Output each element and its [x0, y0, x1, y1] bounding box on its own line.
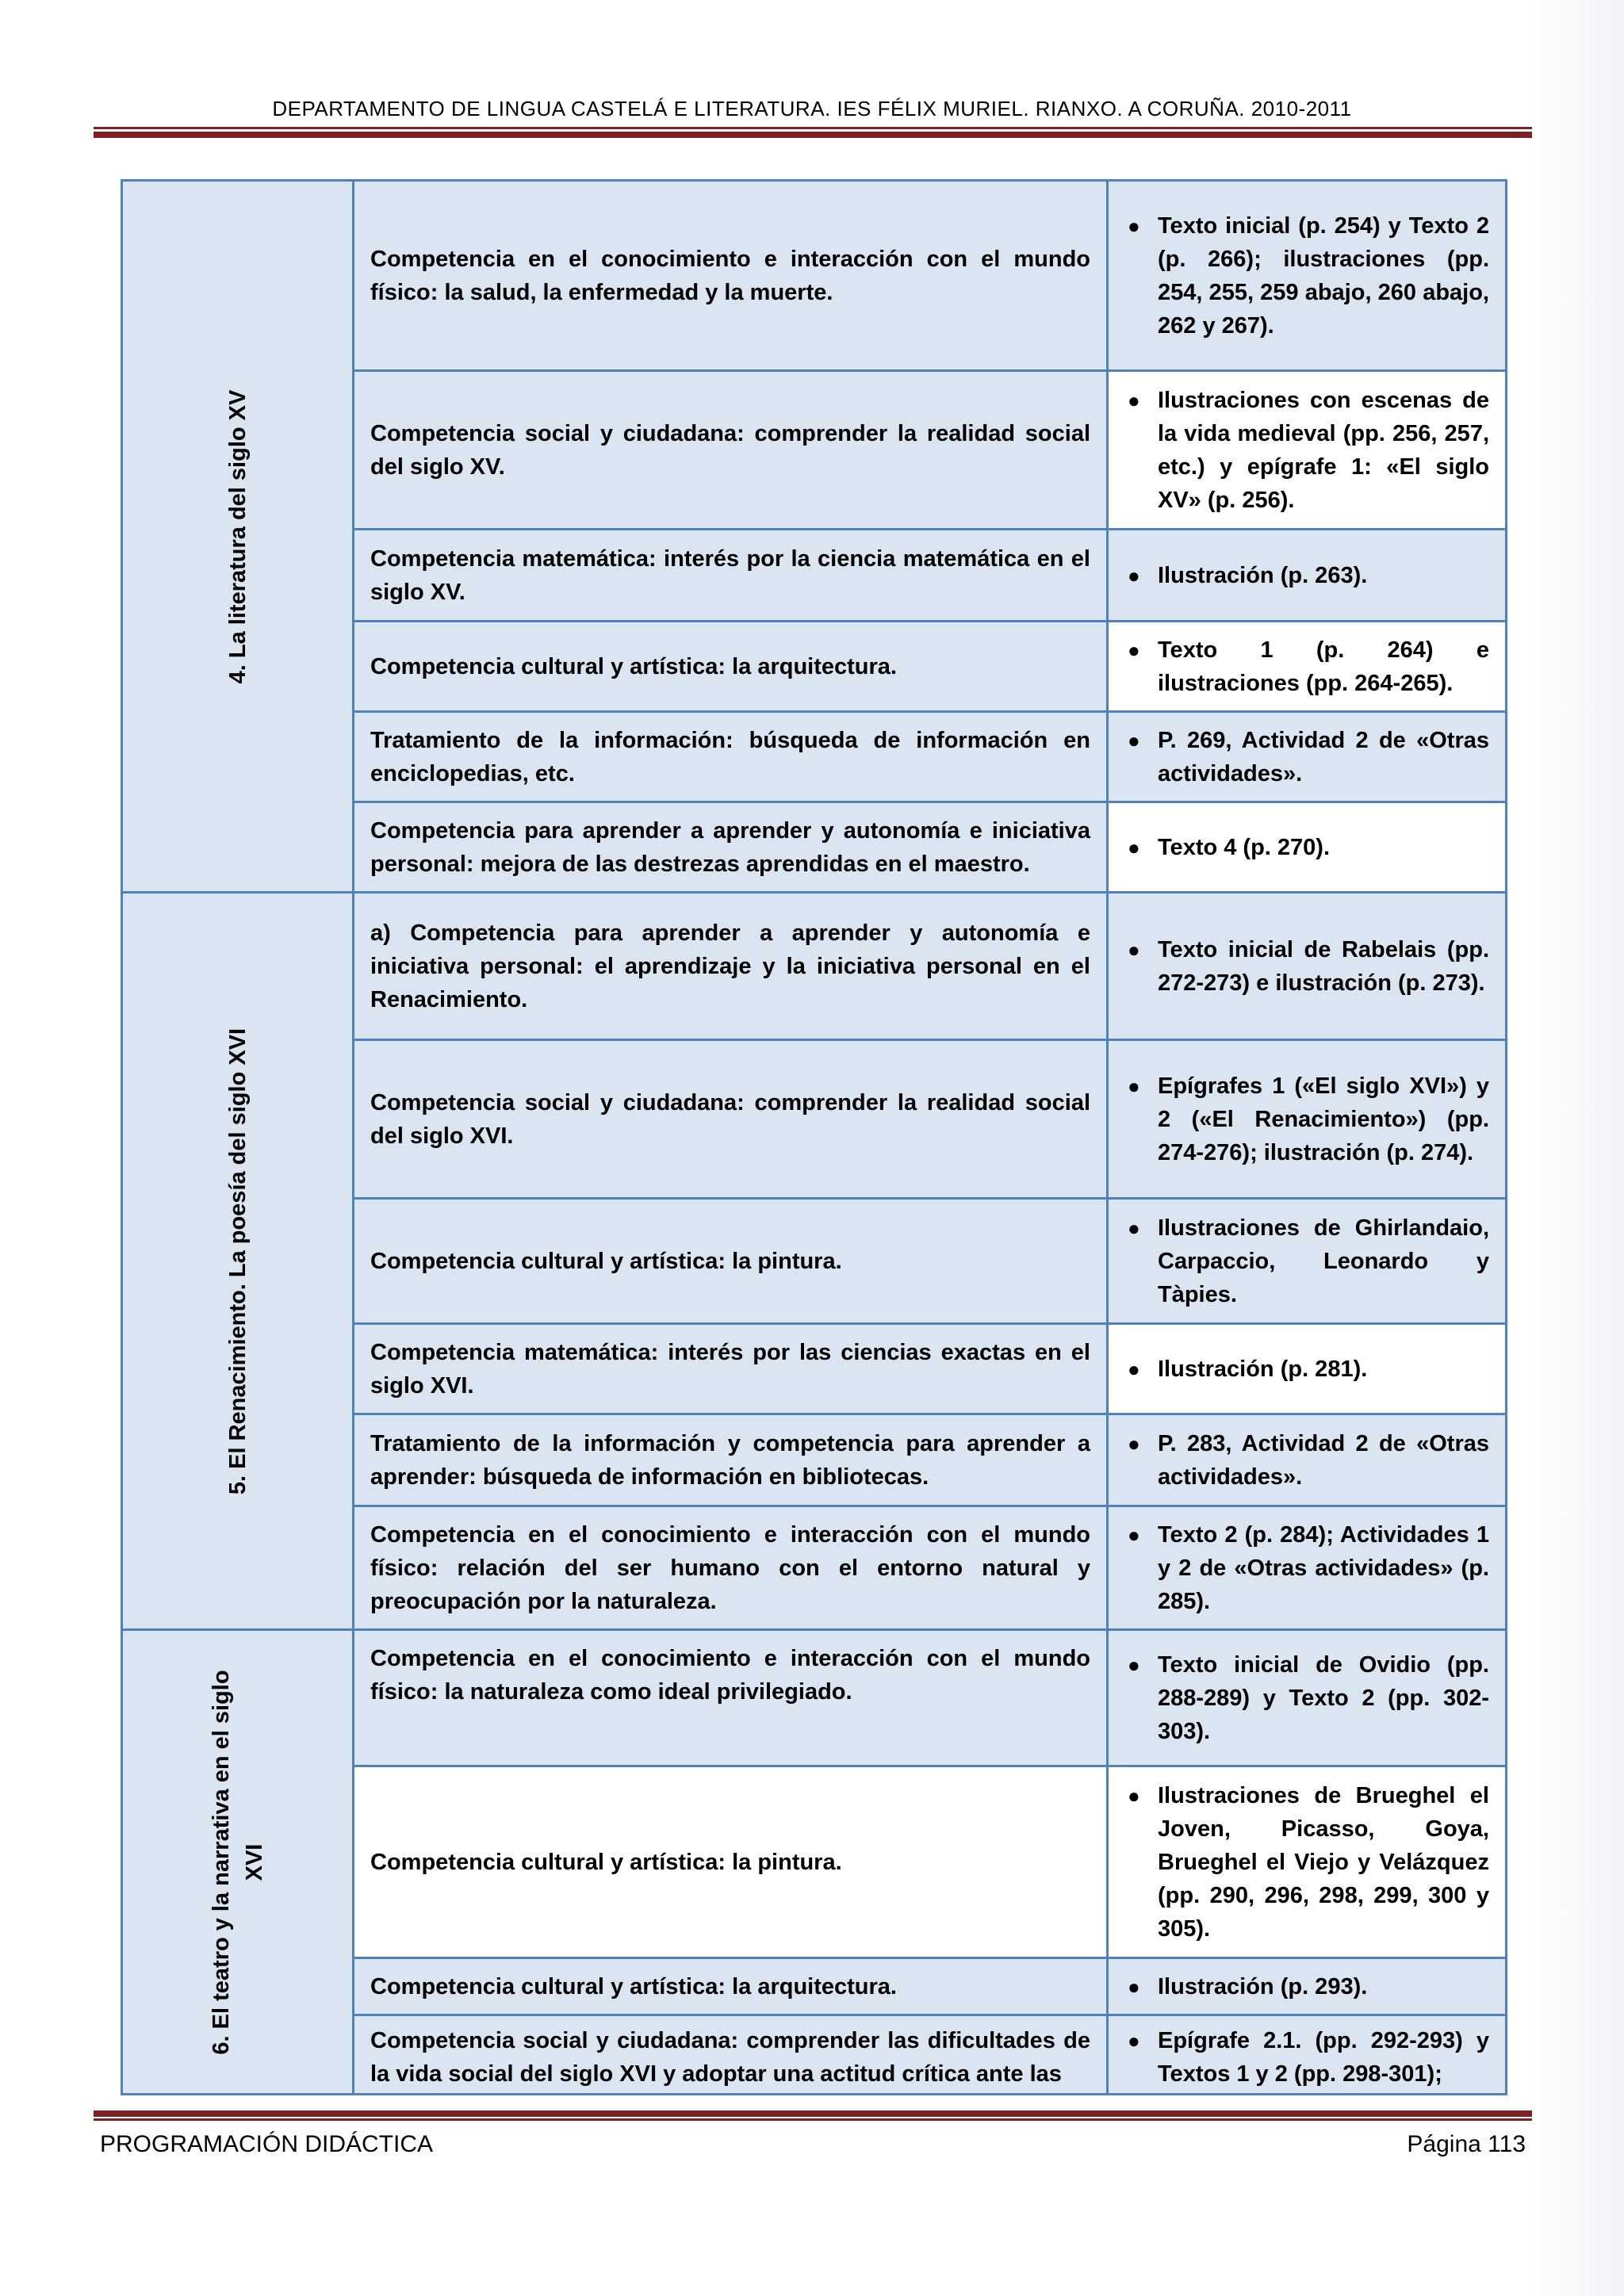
resource-text: P. 269, Actividad 2 de «Otras actividades». — [1158, 727, 1489, 786]
unit-label-cell — [122, 893, 354, 1630]
competence-cell: Tratamiento de la información: búsqueda de información en enciclopedias, etc. — [354, 712, 1108, 802]
resource-text: Epígrafe 2.1. (pp. 292-293) y Textos 1 y 2 (pp. 298-301); — [1158, 2028, 1489, 2087]
footer-title: PROGRAMACIÓN DIDÁCTICA — [100, 2131, 434, 2157]
resource-text: Ilustración (p. 293). — [1158, 1973, 1368, 1999]
competence-cell: Competencia social y ciudadana: comprender las dificultades de la vida social del siglo XVI y adoptar una actitud crítica ante las — [354, 2015, 1108, 2095]
competence-cell: a) Competencia para aprender a aprender y autonomía e iniciativa personal: el aprendizaje y la iniciativa personal en el Renacimiento. — [354, 893, 1108, 1040]
resource-cell — [1108, 622, 1507, 712]
resource-text: Texto 1 (p. 264) e ilustraciones (pp. 264-265). — [1158, 637, 1489, 696]
bullet-icon: ● — [1128, 1783, 1140, 1808]
resource-cell — [1108, 712, 1507, 802]
table-row — [122, 181, 1507, 371]
resource-text: Texto 4 (p. 270). — [1158, 834, 1331, 860]
bullet-icon: ● — [1128, 637, 1140, 662]
resource-text: Epígrafes 1 («El siglo XVI») y 2 («El Renacimiento») (pp. 274-276); ilustración (p. 274). — [1158, 1073, 1489, 1165]
bullet-icon: ● — [1128, 1652, 1140, 1677]
competence-cell: Competencia cultural y artística: la pintura. — [354, 1766, 1108, 1958]
resource-text: Ilustración (p. 263). — [1158, 562, 1368, 588]
unit-label: 5. El Renacimiento. La poesía del siglo XVI — [224, 1027, 251, 1494]
resource-cell — [1108, 1199, 1507, 1324]
competencies-table — [121, 179, 1507, 2095]
bullet-icon: ● — [1128, 213, 1140, 238]
resource-cell — [1108, 2015, 1507, 2095]
resource-cell — [1108, 1506, 1507, 1630]
header-rule-thin — [94, 127, 1532, 129]
bullet-icon: ● — [1128, 1431, 1140, 1456]
resource-text: Texto inicial de Rabelais (pp. 272-273) e ilustración (p. 273). — [1158, 936, 1489, 996]
resource-text: Ilustraciones de Ghirlandaio, Carpaccio, Leonardo y Tàpies. — [1158, 1215, 1489, 1307]
resource-text: Ilustraciones con escenas de la vida medieval (pp. 256, 257, etc.) y epígrafe 1: «El siglo XV» (p. 256). — [1158, 387, 1489, 513]
resource-text: Ilustraciones de Brueghel el Joven, Picasso, Goya, Brueghel el Viejo y Velázquez (pp. 290, 296, 298, 299, 300 y 305). — [1158, 1782, 1489, 1942]
unit-label: 4. La literatura del siglo XV — [224, 389, 251, 683]
resource-text: Ilustración (p. 281). — [1158, 1356, 1368, 1382]
competence-cell: Competencia social y ciudadana: comprender la realidad social del siglo XVI. — [354, 1040, 1108, 1199]
competence-cell: Competencia para aprender a aprender y autonomía e iniciativa personal: mejora de las destrezas aprendidas en el maestro. — [354, 802, 1108, 893]
bullet-icon: ● — [1128, 937, 1140, 962]
resource-cell — [1108, 1324, 1507, 1414]
competence-cell: Competencia matemática: interés por la ciencia matemática en el siglo XV. — [354, 530, 1108, 622]
resource-cell — [1108, 371, 1507, 530]
unit-label — [205, 1670, 271, 2054]
footer-rule-thin — [94, 2118, 1532, 2121]
resource-text: Texto 2 (p. 284); Actividades 1 y 2 de «Otras actividades» (p. 285). — [1158, 1521, 1489, 1614]
resource-cell — [1108, 893, 1507, 1040]
resource-text: Texto inicial de Ovidio (pp. 288-289) y Texto 2 (pp. 302-303). — [1158, 1651, 1489, 1744]
unit-label-line2: XVI — [241, 1843, 267, 1881]
bullet-icon: ● — [1128, 563, 1140, 587]
page-header: DEPARTAMENTO DE LINGUA CASTELÁ E LITERATURA. IES FÉLIX MURIEL. RIANXO. A CORUÑA. 2010-2011 — [272, 97, 1352, 121]
competence-cell: Competencia en el conocimiento e interacción con el mundo físico: relación del ser humano con el entorno natural y preocupación por la naturaleza. — [354, 1506, 1108, 1630]
bullet-icon: ● — [1128, 388, 1140, 412]
table-row — [122, 893, 1507, 1040]
bullet-icon: ● — [1128, 835, 1140, 859]
bullet-icon: ● — [1128, 2029, 1140, 2053]
unit-label-line1: 6. El teatro y la narrativa en el siglo — [208, 1669, 234, 2055]
competence-cell: Tratamiento de la información y competencia para aprender a aprender: búsqueda de información en bibliotecas. — [354, 1414, 1108, 1506]
resource-cell — [1108, 802, 1507, 893]
competence-cell: Competencia en el conocimiento e interacción con el mundo físico: la naturaleza como ideal privilegiado. — [354, 1630, 1108, 1766]
bullet-icon: ● — [1128, 1357, 1140, 1381]
competence-cell: Competencia cultural y artística: la arquitectura. — [354, 1958, 1108, 2015]
competence-cell: Competencia cultural y artística: la arquitectura. — [354, 622, 1108, 712]
resource-cell — [1108, 1958, 1507, 2015]
bullet-icon: ● — [1128, 1073, 1140, 1098]
resource-text: P. 283, Actividad 2 de «Otras actividades». — [1158, 1430, 1489, 1490]
bullet-icon: ● — [1128, 1522, 1140, 1547]
competence-cell: Competencia matemática: interés por las ciencias exactas en el siglo XVI. — [354, 1324, 1108, 1414]
table-row — [122, 1630, 1507, 1766]
competence-cell: Competencia cultural y artística: la pintura. — [354, 1199, 1108, 1324]
bullet-icon: ● — [1128, 1215, 1140, 1240]
resource-cell — [1108, 1630, 1507, 1766]
unit-label-cell — [122, 1630, 354, 2095]
resource-cell — [1108, 530, 1507, 622]
resource-cell — [1108, 181, 1507, 371]
resource-cell — [1108, 1766, 1507, 1958]
page-number: Página 113 — [1407, 2131, 1526, 2157]
bullet-icon: ● — [1128, 728, 1140, 752]
bullet-icon: ● — [1128, 1974, 1140, 1999]
competence-cell: Competencia social y ciudadana: comprender la realidad social del siglo XV. — [354, 371, 1108, 530]
header-rule-thick — [94, 132, 1532, 138]
footer-rule-thick — [94, 2110, 1532, 2117]
resource-cell — [1108, 1414, 1507, 1506]
competence-cell: Competencia en el conocimiento e interacción con el mundo físico: la salud, la enfermedad y la muerte. — [354, 181, 1108, 371]
resource-cell — [1108, 1040, 1507, 1199]
unit-label-cell — [122, 181, 354, 893]
resource-text: Texto inicial (p. 254) y Texto 2 (p. 266); ilustraciones (pp. 254, 255, 259 abajo, 260 abajo, 262 y 267). — [1158, 212, 1489, 339]
